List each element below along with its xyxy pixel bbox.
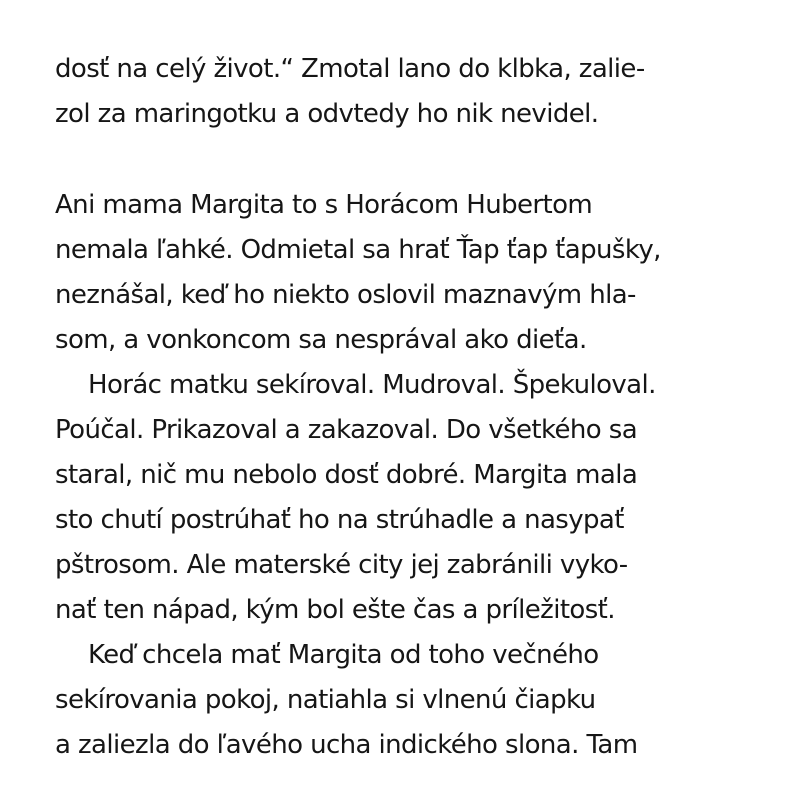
text-line: Ani mama Margita to s Horácom Hubertom [55,190,593,220]
text-line: neznášal, keď ho niekto oslovil maznavým hla- [55,280,636,310]
text-line: som, a vonkoncom sa nesprával ako dieťa. [55,325,587,355]
text-line: Horác matku sekíroval. Mudroval. Špekuloval. [88,370,656,400]
text-line: pštrosom. Ale materské city jej zabránili vyko- [55,550,628,580]
text-line: a zaliezla do ľavého ucha indického slona. Tam [55,730,638,760]
text-line: staral, nič mu nebolo dosť dobré. Margita mala [55,460,638,490]
text-line: sekírovania pokoj, natiahla si vlnenú čiapku [55,685,596,715]
text-line: Poúčal. Prikazoval a zakazoval. Do všetkého sa [55,415,638,445]
text-line: nať ten nápad, kým bol ešte čas a príležitosť. [55,595,615,625]
text-line: zol za maringotku a odvtedy ho nik nevidel. [55,99,599,129]
text-line: dosť na celý život.“ Zmotal lano do klbka, zalie- [55,54,645,84]
text-line: nemala ľahké. Odmietal sa hrať Ťap ťap ťapušky, [55,235,661,265]
text-line: sto chutí postrúhať ho na strúhadle a nasypať [55,505,624,535]
text-line: Keď chcela mať Margita od toho večného [88,640,599,670]
